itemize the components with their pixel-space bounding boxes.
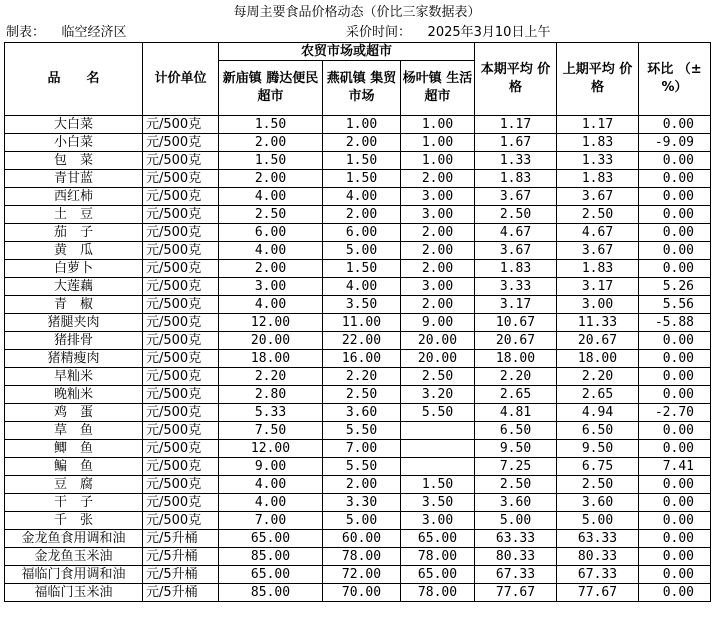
cell-change: 0.00 xyxy=(639,422,711,440)
cell-change: 0.00 xyxy=(639,152,711,170)
cell-store-3-price: 3.20 xyxy=(401,386,475,404)
cell-unit: 元/500克 xyxy=(143,476,219,494)
cell-item-name: 金龙鱼玉米油 xyxy=(5,548,143,566)
table-row xyxy=(5,476,711,494)
cell-store-3-price: 20.00 xyxy=(401,332,475,350)
cell-item-name: 白萝卜 xyxy=(5,260,143,278)
cell-item-name: 鲫 鱼 xyxy=(5,440,143,458)
cell-previous-avg: 6.50 xyxy=(557,422,639,440)
cell-store-3-price: 2.00 xyxy=(401,170,475,188)
cell-current-avg: 3.17 xyxy=(475,296,557,314)
cell-change: 0.00 xyxy=(639,116,711,134)
cell-store-2-price: 4.00 xyxy=(323,278,401,296)
cell-change: 0.00 xyxy=(639,332,711,350)
cell-store-3-price: 3.00 xyxy=(401,188,475,206)
cell-store-3-price: 78.00 xyxy=(401,548,475,566)
table-row xyxy=(5,530,711,548)
cell-previous-avg: 3.17 xyxy=(557,278,639,296)
table-row xyxy=(5,440,711,458)
cell-change: 0.00 xyxy=(639,206,711,224)
cell-change: 0.00 xyxy=(639,368,711,386)
cell-change: 0.00 xyxy=(639,530,711,548)
cell-unit: 元/500克 xyxy=(143,134,219,152)
cell-store-3-price: 2.00 xyxy=(401,260,475,278)
cell-unit: 元/500克 xyxy=(143,350,219,368)
cell-change: 0.00 xyxy=(639,476,711,494)
table-row xyxy=(5,350,711,368)
cell-store-3-price: 3.00 xyxy=(401,512,475,530)
cell-item-name: 大白菜 xyxy=(5,116,143,134)
cell-current-avg: 10.67 xyxy=(475,314,557,332)
cell-store-1-price: 9.00 xyxy=(219,458,323,476)
cell-store-1-price: 1.50 xyxy=(219,152,323,170)
cell-store-2-price: 3.60 xyxy=(323,404,401,422)
cell-item-name: 鸡 蛋 xyxy=(5,404,143,422)
cell-store-3-price: 2.00 xyxy=(401,242,475,260)
cell-store-1-price: 18.00 xyxy=(219,350,323,368)
cell-store-3-price: 78.00 xyxy=(401,584,475,602)
cell-previous-avg: 11.33 xyxy=(557,314,639,332)
cell-unit: 元/5升桶 xyxy=(143,530,219,548)
sheet-title: 每周主要食品价格动态（价比三家数据表） xyxy=(233,5,481,20)
cell-current-avg: 4.81 xyxy=(475,404,557,422)
cell-unit: 元/500克 xyxy=(143,404,219,422)
table-row xyxy=(5,260,711,278)
cell-change: 0.00 xyxy=(639,224,711,242)
cell-change: 0.00 xyxy=(639,242,711,260)
cell-store-3-price: 3.50 xyxy=(401,494,475,512)
cell-store-2-price: 7.00 xyxy=(323,440,401,458)
cell-store-1-price: 12.00 xyxy=(219,440,323,458)
cell-store-2-price: 78.00 xyxy=(323,548,401,566)
cell-item-name: 草 鱼 xyxy=(5,422,143,440)
cell-previous-avg: 3.60 xyxy=(557,494,639,512)
header-store-2: 燕矶镇 集贸市场 xyxy=(323,61,401,116)
table-row xyxy=(5,314,711,332)
cell-store-1-price: 65.00 xyxy=(219,530,323,548)
cell-change: 0.00 xyxy=(639,350,711,368)
header-change: 环比 （±%） xyxy=(639,43,711,116)
cell-item-name: 猪精瘦肉 xyxy=(5,350,143,368)
cell-previous-avg: 5.00 xyxy=(557,512,639,530)
cell-item-name: 小白菜 xyxy=(5,134,143,152)
table-row xyxy=(5,458,711,476)
maker-info xyxy=(6,25,127,41)
cell-previous-avg: 3.67 xyxy=(557,242,639,260)
table-row xyxy=(5,512,711,530)
cell-unit: 元/5升桶 xyxy=(143,566,219,584)
cell-store-3-price: 65.00 xyxy=(401,530,475,548)
cell-store-3-price: 2.00 xyxy=(401,296,475,314)
cell-current-avg: 80.33 xyxy=(475,548,557,566)
cell-change: 0.00 xyxy=(639,260,711,278)
cell-store-1-price: 5.33 xyxy=(219,404,323,422)
cell-store-2-price: 72.00 xyxy=(323,566,401,584)
table-row xyxy=(5,332,711,350)
cell-store-2-price: 70.00 xyxy=(323,584,401,602)
cell-previous-avg: 2.20 xyxy=(557,368,639,386)
cell-current-avg: 1.17 xyxy=(475,116,557,134)
table-row xyxy=(5,566,711,584)
cell-change: 0.00 xyxy=(639,548,711,566)
cell-store-3-price: 3.00 xyxy=(401,278,475,296)
cell-unit: 元/500克 xyxy=(143,188,219,206)
table-row xyxy=(5,404,711,422)
cell-unit: 元/500克 xyxy=(143,260,219,278)
cell-store-2-price: 1.50 xyxy=(323,260,401,278)
cell-store-2-price: 2.50 xyxy=(323,386,401,404)
header-current-avg: 本期平均 价格 xyxy=(475,43,557,116)
cell-current-avg: 67.33 xyxy=(475,566,557,584)
cell-change: 0.00 xyxy=(639,512,711,530)
header-store-1: 新庙镇 腾达便民超市 xyxy=(219,61,323,116)
cell-current-avg: 1.33 xyxy=(475,152,557,170)
table-row xyxy=(5,242,711,260)
cell-store-2-price: 5.50 xyxy=(323,458,401,476)
cell-change: 0.00 xyxy=(639,188,711,206)
cell-change: 0.00 xyxy=(639,440,711,458)
cell-store-2-price: 60.00 xyxy=(323,530,401,548)
cell-store-2-price: 3.30 xyxy=(323,494,401,512)
cell-store-2-price: 1.50 xyxy=(323,152,401,170)
cell-previous-avg: 1.83 xyxy=(557,170,639,188)
cell-store-1-price: 4.00 xyxy=(219,242,323,260)
header-market-group: 农贸市场或超市 xyxy=(219,43,475,61)
cell-store-3-price xyxy=(401,440,475,458)
cell-change: 7.41 xyxy=(639,458,711,476)
cell-store-1-price: 7.00 xyxy=(219,512,323,530)
cell-item-name: 干 子 xyxy=(5,494,143,512)
cell-previous-avg: 3.67 xyxy=(557,188,639,206)
cell-item-name: 茄 子 xyxy=(5,224,143,242)
cell-store-1-price: 2.50 xyxy=(219,206,323,224)
cell-current-avg: 18.00 xyxy=(475,350,557,368)
table-row xyxy=(5,296,711,314)
cell-current-avg: 9.50 xyxy=(475,440,557,458)
cell-item-name: 金龙鱼食用调和油 xyxy=(5,530,143,548)
cell-store-1-price: 12.00 xyxy=(219,314,323,332)
cell-store-2-price: 2.20 xyxy=(323,368,401,386)
cell-store-2-price: 5.00 xyxy=(323,512,401,530)
cell-previous-avg: 80.33 xyxy=(557,548,639,566)
cell-change: -2.70 xyxy=(639,404,711,422)
cell-item-name: 福临门玉米油 xyxy=(5,584,143,602)
cell-current-avg: 2.20 xyxy=(475,368,557,386)
cell-current-avg: 2.50 xyxy=(475,206,557,224)
cell-previous-avg: 9.50 xyxy=(557,440,639,458)
cell-previous-avg: 6.75 xyxy=(557,458,639,476)
cell-store-1-price: 65.00 xyxy=(219,566,323,584)
cell-previous-avg: 1.83 xyxy=(557,134,639,152)
cell-store-1-price: 1.50 xyxy=(219,116,323,134)
table-row xyxy=(5,116,711,134)
cell-store-1-price: 3.00 xyxy=(219,278,323,296)
cell-store-3-price: 1.00 xyxy=(401,116,475,134)
cell-change: 0.00 xyxy=(639,584,711,602)
cell-store-2-price: 5.50 xyxy=(323,422,401,440)
cell-item-name: 包 菜 xyxy=(5,152,143,170)
date-label: 采价时间： xyxy=(346,25,412,40)
cell-current-avg: 5.00 xyxy=(475,512,557,530)
cell-store-1-price: 2.00 xyxy=(219,134,323,152)
table-row xyxy=(5,206,711,224)
cell-store-2-price: 3.50 xyxy=(323,296,401,314)
cell-change: 5.26 xyxy=(639,278,711,296)
table-row xyxy=(5,368,711,386)
cell-item-name: 千 张 xyxy=(5,512,143,530)
cell-unit: 元/500克 xyxy=(143,422,219,440)
cell-previous-avg: 1.33 xyxy=(557,152,639,170)
cell-store-2-price: 5.00 xyxy=(323,242,401,260)
cell-item-name: 猪腿夹肉 xyxy=(5,314,143,332)
cell-item-name: 晚籼米 xyxy=(5,386,143,404)
cell-store-1-price: 4.00 xyxy=(219,296,323,314)
table-row xyxy=(5,152,711,170)
cell-current-avg: 3.67 xyxy=(475,188,557,206)
cell-item-name: 豆 腐 xyxy=(5,476,143,494)
cell-unit: 元/500克 xyxy=(143,386,219,404)
cell-store-2-price: 16.00 xyxy=(323,350,401,368)
cell-unit: 元/500克 xyxy=(143,206,219,224)
cell-unit: 元/500克 xyxy=(143,332,219,350)
cell-store-3-price: 5.50 xyxy=(401,404,475,422)
cell-store-2-price: 11.00 xyxy=(323,314,401,332)
cell-item-name: 青 椒 xyxy=(5,296,143,314)
cell-previous-avg: 77.67 xyxy=(557,584,639,602)
cell-item-name: 鳊 鱼 xyxy=(5,458,143,476)
cell-store-3-price xyxy=(401,422,475,440)
cell-store-3-price: 1.00 xyxy=(401,152,475,170)
cell-store-1-price: 7.50 xyxy=(219,422,323,440)
cell-unit: 元/500克 xyxy=(143,242,219,260)
cell-unit: 元/500克 xyxy=(143,278,219,296)
cell-item-name: 西红柿 xyxy=(5,188,143,206)
cell-current-avg: 1.67 xyxy=(475,134,557,152)
cell-store-2-price: 2.00 xyxy=(323,476,401,494)
table-row xyxy=(5,494,711,512)
cell-current-avg: 3.60 xyxy=(475,494,557,512)
cell-previous-avg: 1.83 xyxy=(557,260,639,278)
table-row xyxy=(5,584,711,602)
cell-current-avg: 1.83 xyxy=(475,260,557,278)
cell-current-avg: 3.67 xyxy=(475,242,557,260)
cell-item-name: 大莲藕 xyxy=(5,278,143,296)
table-row xyxy=(5,278,711,296)
cell-change: 5.56 xyxy=(639,296,711,314)
cell-store-3-price: 1.00 xyxy=(401,134,475,152)
cell-change: 0.00 xyxy=(639,494,711,512)
cell-store-3-price: 20.00 xyxy=(401,350,475,368)
cell-store-1-price: 2.20 xyxy=(219,368,323,386)
header-previous-avg: 上期平均 价格 xyxy=(557,43,639,116)
cell-unit: 元/500克 xyxy=(143,224,219,242)
cell-unit: 元/500克 xyxy=(143,116,219,134)
cell-store-2-price: 22.00 xyxy=(323,332,401,350)
cell-item-name: 早籼米 xyxy=(5,368,143,386)
cell-unit: 元/5升桶 xyxy=(143,584,219,602)
cell-store-3-price: 65.00 xyxy=(401,566,475,584)
date-value: 2025年3月10日上午 xyxy=(427,25,551,40)
cell-unit: 元/500克 xyxy=(143,440,219,458)
cell-item-name: 黄 瓜 xyxy=(5,242,143,260)
cell-unit: 元/500克 xyxy=(143,368,219,386)
table-body xyxy=(5,116,711,602)
cell-store-2-price: 2.00 xyxy=(323,206,401,224)
cell-unit: 元/500克 xyxy=(143,170,219,188)
cell-change: -9.09 xyxy=(639,134,711,152)
cell-store-1-price: 2.00 xyxy=(219,260,323,278)
header-unit: 计价单位 xyxy=(143,43,219,116)
cell-store-1-price: 4.00 xyxy=(219,188,323,206)
cell-previous-avg: 2.50 xyxy=(557,476,639,494)
cell-change: 0.00 xyxy=(639,566,711,584)
cell-unit: 元/5升桶 xyxy=(143,548,219,566)
cell-store-3-price xyxy=(401,458,475,476)
cell-unit: 元/500克 xyxy=(143,296,219,314)
cell-store-3-price: 2.50 xyxy=(401,368,475,386)
price-table xyxy=(4,42,711,602)
table-row xyxy=(5,188,711,206)
cell-store-1-price: 6.00 xyxy=(219,224,323,242)
maker-label: 制表： xyxy=(6,25,46,40)
cell-unit: 元/500克 xyxy=(143,494,219,512)
cell-previous-avg: 18.00 xyxy=(557,350,639,368)
table-row xyxy=(5,170,711,188)
header-store-3: 杨叶镇 生活超市 xyxy=(401,61,475,116)
cell-store-2-price: 1.00 xyxy=(323,116,401,134)
cell-store-1-price: 4.00 xyxy=(219,494,323,512)
date-info xyxy=(346,25,550,41)
cell-unit: 元/500克 xyxy=(143,512,219,530)
cell-current-avg: 20.67 xyxy=(475,332,557,350)
maker-value: 临空经济区 xyxy=(61,25,127,40)
cell-previous-avg: 2.65 xyxy=(557,386,639,404)
cell-current-avg: 7.25 xyxy=(475,458,557,476)
cell-unit: 元/500克 xyxy=(143,314,219,332)
header-item: 品 名 xyxy=(5,43,143,116)
cell-previous-avg: 3.00 xyxy=(557,296,639,314)
cell-current-avg: 4.67 xyxy=(475,224,557,242)
cell-previous-avg: 2.50 xyxy=(557,206,639,224)
cell-store-1-price: 4.00 xyxy=(219,476,323,494)
cell-item-name: 福临门食用调和油 xyxy=(5,566,143,584)
cell-current-avg: 6.50 xyxy=(475,422,557,440)
cell-store-1-price: 85.00 xyxy=(219,548,323,566)
cell-previous-avg: 4.94 xyxy=(557,404,639,422)
cell-current-avg: 63.33 xyxy=(475,530,557,548)
cell-store-3-price: 3.00 xyxy=(401,206,475,224)
cell-previous-avg: 67.33 xyxy=(557,566,639,584)
cell-previous-avg: 4.67 xyxy=(557,224,639,242)
table-row xyxy=(5,548,711,566)
cell-store-1-price: 2.00 xyxy=(219,170,323,188)
table-row xyxy=(5,224,711,242)
cell-current-avg: 77.67 xyxy=(475,584,557,602)
table-row xyxy=(5,422,711,440)
cell-unit: 元/500克 xyxy=(143,152,219,170)
cell-store-2-price: 6.00 xyxy=(323,224,401,242)
cell-store-3-price: 1.50 xyxy=(401,476,475,494)
cell-unit: 元/500克 xyxy=(143,458,219,476)
cell-change: 0.00 xyxy=(639,386,711,404)
cell-store-2-price: 2.00 xyxy=(323,134,401,152)
cell-previous-avg: 20.67 xyxy=(557,332,639,350)
cell-item-name: 猪排骨 xyxy=(5,332,143,350)
cell-store-2-price: 4.00 xyxy=(323,188,401,206)
cell-store-2-price: 1.50 xyxy=(323,170,401,188)
cell-store-1-price: 20.00 xyxy=(219,332,323,350)
cell-store-3-price: 9.00 xyxy=(401,314,475,332)
cell-store-3-price: 2.00 xyxy=(401,224,475,242)
table-row xyxy=(5,134,711,152)
cell-item-name: 土 豆 xyxy=(5,206,143,224)
cell-current-avg: 2.50 xyxy=(475,476,557,494)
table-row xyxy=(5,386,711,404)
cell-current-avg: 1.83 xyxy=(475,170,557,188)
cell-current-avg: 3.33 xyxy=(475,278,557,296)
cell-current-avg: 2.65 xyxy=(475,386,557,404)
cell-change: 0.00 xyxy=(639,170,711,188)
cell-store-1-price: 2.80 xyxy=(219,386,323,404)
cell-previous-avg: 1.17 xyxy=(557,116,639,134)
cell-store-1-price: 85.00 xyxy=(219,584,323,602)
cell-item-name: 青甘蓝 xyxy=(5,170,143,188)
cell-previous-avg: 63.33 xyxy=(557,530,639,548)
cell-change: -5.88 xyxy=(639,314,711,332)
